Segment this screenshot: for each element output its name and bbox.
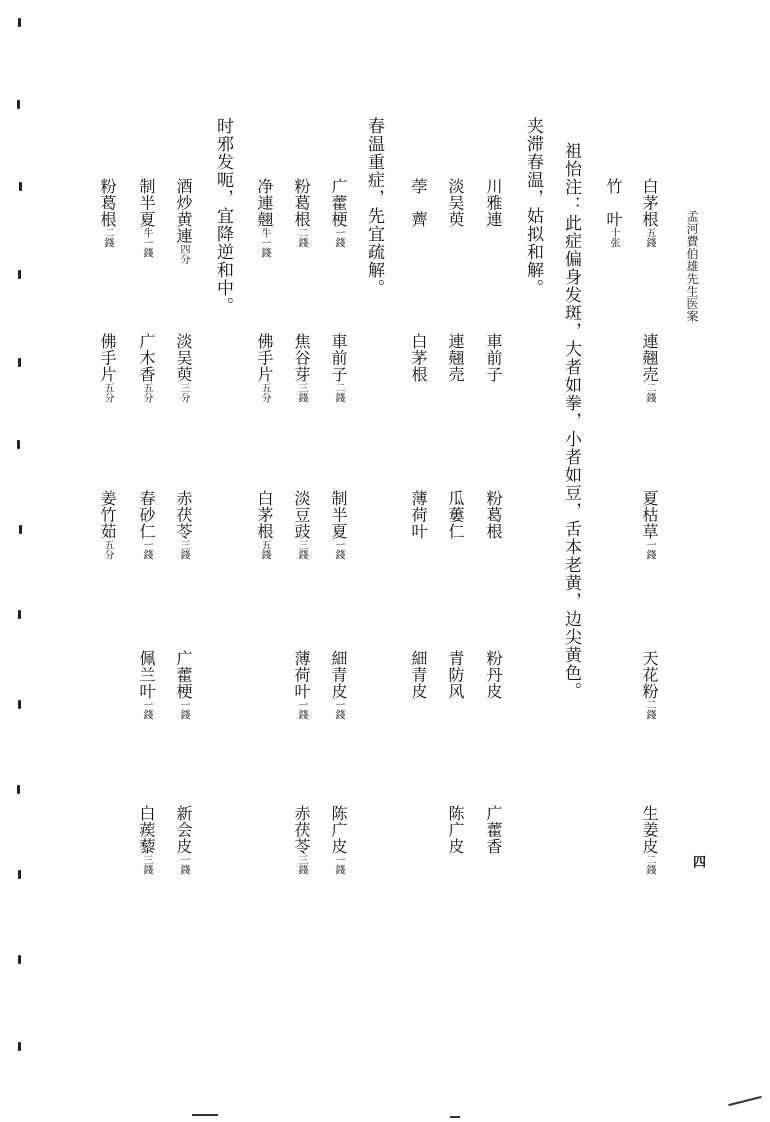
herb-name: 粉葛根 bbox=[98, 178, 117, 228]
herb-item bbox=[485, 333, 501, 383]
case-title: 春温重症，先宜疏解。 bbox=[364, 117, 384, 297]
herb-dose: 五分 bbox=[102, 539, 113, 560]
herb-item bbox=[138, 333, 154, 403]
herb-name: 粉丹皮 bbox=[484, 650, 503, 700]
margin-mark bbox=[18, 610, 21, 619]
margin-mark bbox=[18, 358, 21, 367]
herb-name: 焦谷芽 bbox=[292, 333, 311, 383]
herb-name: 陈广皮 bbox=[329, 805, 348, 855]
herb-dose: 三錢 bbox=[141, 854, 152, 875]
scan-artifact bbox=[728, 1096, 761, 1106]
herb-item bbox=[447, 490, 463, 540]
herb-item bbox=[175, 650, 191, 720]
herb-name: 薄荷叶 bbox=[292, 650, 311, 700]
herb-item bbox=[641, 490, 657, 560]
herb-dose: 一錢 bbox=[333, 539, 344, 560]
herb-item bbox=[330, 805, 346, 875]
herb-name: 川雅連 bbox=[484, 178, 503, 228]
herb-name: 夏枯草 bbox=[640, 490, 659, 540]
herb-name: 酒炒黄連 bbox=[174, 178, 193, 244]
herb-dose: 一錢 bbox=[333, 699, 344, 720]
herb-dose: 一錢 bbox=[178, 854, 189, 875]
herb-dose: 二錢 bbox=[644, 382, 655, 403]
margin-mark bbox=[17, 785, 20, 794]
herb-name: 广藿梗 bbox=[174, 650, 193, 700]
herb-item bbox=[99, 490, 115, 560]
herb-dose: 二錢 bbox=[644, 699, 655, 720]
herb-dose: 十张 bbox=[608, 227, 619, 248]
herb-item bbox=[485, 178, 501, 228]
margin-mark bbox=[17, 440, 20, 449]
herb-item bbox=[138, 490, 154, 560]
herb-dose: 一錢 bbox=[178, 699, 189, 720]
herb-name: 白茅根 bbox=[640, 178, 659, 228]
herb-item bbox=[485, 805, 501, 855]
herb-dose: 一錢 bbox=[296, 699, 307, 720]
margin-mark bbox=[19, 182, 22, 191]
herb-dose: 二錢 bbox=[102, 227, 113, 248]
herb-item bbox=[256, 178, 272, 258]
herb-item bbox=[330, 490, 346, 560]
margin-mark bbox=[17, 100, 20, 109]
herb-dose: 二錢 bbox=[644, 854, 655, 875]
herb-name: 广藿香 bbox=[484, 805, 503, 855]
herb-item bbox=[641, 805, 657, 875]
herb-name: 細青皮 bbox=[409, 650, 428, 700]
herb-dose: 五分 bbox=[102, 382, 113, 403]
herb-item bbox=[641, 333, 657, 403]
herb-name: 連翹売 bbox=[446, 333, 465, 383]
scan-artifact bbox=[450, 1116, 460, 1118]
herb-dose: 五分 bbox=[141, 382, 152, 403]
herb-dose: 二錢 bbox=[333, 382, 344, 403]
herb-item bbox=[447, 650, 463, 700]
herb-name: 薄荷叶 bbox=[409, 490, 428, 540]
herb-dose: 四分 bbox=[178, 244, 189, 264]
herb-name: 細青皮 bbox=[329, 650, 348, 700]
herb-item bbox=[330, 333, 346, 403]
case-title: 时邪发呃，宜降逆和中。 bbox=[213, 117, 233, 315]
herb-dose: 三錢 bbox=[296, 539, 307, 560]
herb-name: 生姜皮 bbox=[640, 805, 659, 855]
herb-item bbox=[330, 178, 346, 248]
herb-name: 广藿梗 bbox=[329, 178, 348, 228]
herb-item bbox=[330, 650, 346, 720]
herb-dose: 五錢 bbox=[259, 539, 270, 560]
herb-dose: 牛一錢 bbox=[141, 227, 152, 258]
herb-name: 車前子 bbox=[329, 333, 348, 383]
scan-artifact bbox=[192, 1114, 218, 1116]
herb-item bbox=[138, 805, 154, 875]
herb-item bbox=[175, 490, 191, 560]
herb-dose: 三分 bbox=[178, 382, 189, 403]
running-title: 孟河費伯雄先生医案 bbox=[685, 210, 699, 323]
page-number: 四 bbox=[690, 855, 705, 868]
herb-item bbox=[138, 650, 154, 720]
margin-mark bbox=[18, 700, 21, 709]
herb-name: 广木香 bbox=[137, 333, 156, 383]
herb-name: 佛手片 bbox=[255, 333, 274, 383]
herb-dose: 三錢 bbox=[296, 854, 307, 875]
herb-item bbox=[641, 178, 657, 248]
case-note: 祖怡注：此症偏身发斑，大者如拳，小者如豆，舌本老黄，边尖黄色。 bbox=[561, 142, 581, 700]
herb-item bbox=[138, 178, 154, 258]
herb-name: 赤茯苓 bbox=[292, 805, 311, 855]
margin-mark bbox=[18, 270, 21, 279]
herb-name: 制半夏 bbox=[329, 490, 348, 540]
herb-item bbox=[256, 490, 272, 560]
herb-dose: 牛一錢 bbox=[259, 227, 270, 258]
herb-item bbox=[293, 805, 309, 875]
herb-dose: 一錢 bbox=[644, 539, 655, 560]
herb-name: 天花粉 bbox=[640, 650, 659, 700]
herb-dose: 一錢 bbox=[141, 699, 152, 720]
herb-dose: 二錢 bbox=[296, 227, 307, 248]
herb-name: 新会皮 bbox=[174, 805, 193, 855]
herb-item bbox=[293, 490, 309, 560]
herb-item bbox=[410, 650, 426, 700]
herb-item bbox=[447, 333, 463, 383]
herb-item bbox=[175, 178, 191, 264]
herb-item bbox=[175, 805, 191, 875]
herb-name: 竹 叶 bbox=[604, 178, 623, 228]
margin-mark bbox=[18, 955, 21, 964]
herb-name: 陈广皮 bbox=[446, 805, 465, 855]
herb-item bbox=[410, 490, 426, 540]
herb-item bbox=[256, 333, 272, 403]
herb-item bbox=[485, 650, 501, 700]
herb-dose: 一錢 bbox=[333, 227, 344, 248]
herb-item bbox=[447, 178, 463, 228]
herb-name: 瓜蔞仁 bbox=[446, 490, 465, 540]
herb-item bbox=[410, 333, 426, 383]
herb-dose: 三錢 bbox=[296, 382, 307, 403]
herb-name: 連翹売 bbox=[640, 333, 659, 383]
herb-item bbox=[605, 178, 621, 248]
herb-name: 赤茯苓 bbox=[174, 490, 193, 540]
herb-item bbox=[485, 490, 501, 540]
margin-mark bbox=[18, 18, 21, 27]
herb-name: 青防风 bbox=[446, 650, 465, 700]
herb-name: 姜竹茹 bbox=[98, 490, 117, 540]
herb-dose: 三錢 bbox=[178, 539, 189, 560]
herb-item bbox=[99, 333, 115, 403]
herb-dose: 五錢 bbox=[644, 227, 655, 248]
herb-item bbox=[447, 805, 463, 855]
herb-name: 佩兰叶 bbox=[137, 650, 156, 700]
herb-name: 春砂仁 bbox=[137, 490, 156, 540]
herb-item bbox=[410, 178, 426, 228]
herb-name: 白茅根 bbox=[409, 333, 428, 383]
herb-name: 净連翹 bbox=[255, 178, 274, 228]
herb-name: 制半夏 bbox=[137, 178, 156, 228]
herb-item bbox=[293, 650, 309, 720]
herb-name: 佛手片 bbox=[98, 333, 117, 383]
herb-name: 車前子 bbox=[484, 333, 503, 383]
herb-dose: 一錢 bbox=[141, 539, 152, 560]
herb-name: 荸 薺 bbox=[409, 178, 428, 228]
herb-item bbox=[293, 333, 309, 403]
margin-mark bbox=[19, 525, 22, 534]
herb-name: 淡吴萸 bbox=[446, 178, 465, 228]
herb-item bbox=[293, 178, 309, 248]
herb-item bbox=[641, 650, 657, 720]
herb-dose: 一錢 bbox=[333, 854, 344, 875]
herb-dose: 五分 bbox=[259, 382, 270, 403]
herb-item bbox=[175, 333, 191, 403]
herb-item bbox=[99, 178, 115, 248]
herb-name: 淡豆豉 bbox=[292, 490, 311, 540]
case-title: 夹滞春温，姑拟和解。 bbox=[523, 117, 543, 297]
herb-name: 淡吴萸 bbox=[174, 333, 193, 383]
margin-mark bbox=[18, 870, 21, 879]
margin-mark bbox=[18, 1042, 21, 1051]
herb-name: 白茅根 bbox=[255, 490, 274, 540]
herb-name: 白蒺藜 bbox=[137, 805, 156, 855]
herb-name: 粉葛根 bbox=[292, 178, 311, 228]
herb-name: 粉葛根 bbox=[484, 490, 503, 540]
